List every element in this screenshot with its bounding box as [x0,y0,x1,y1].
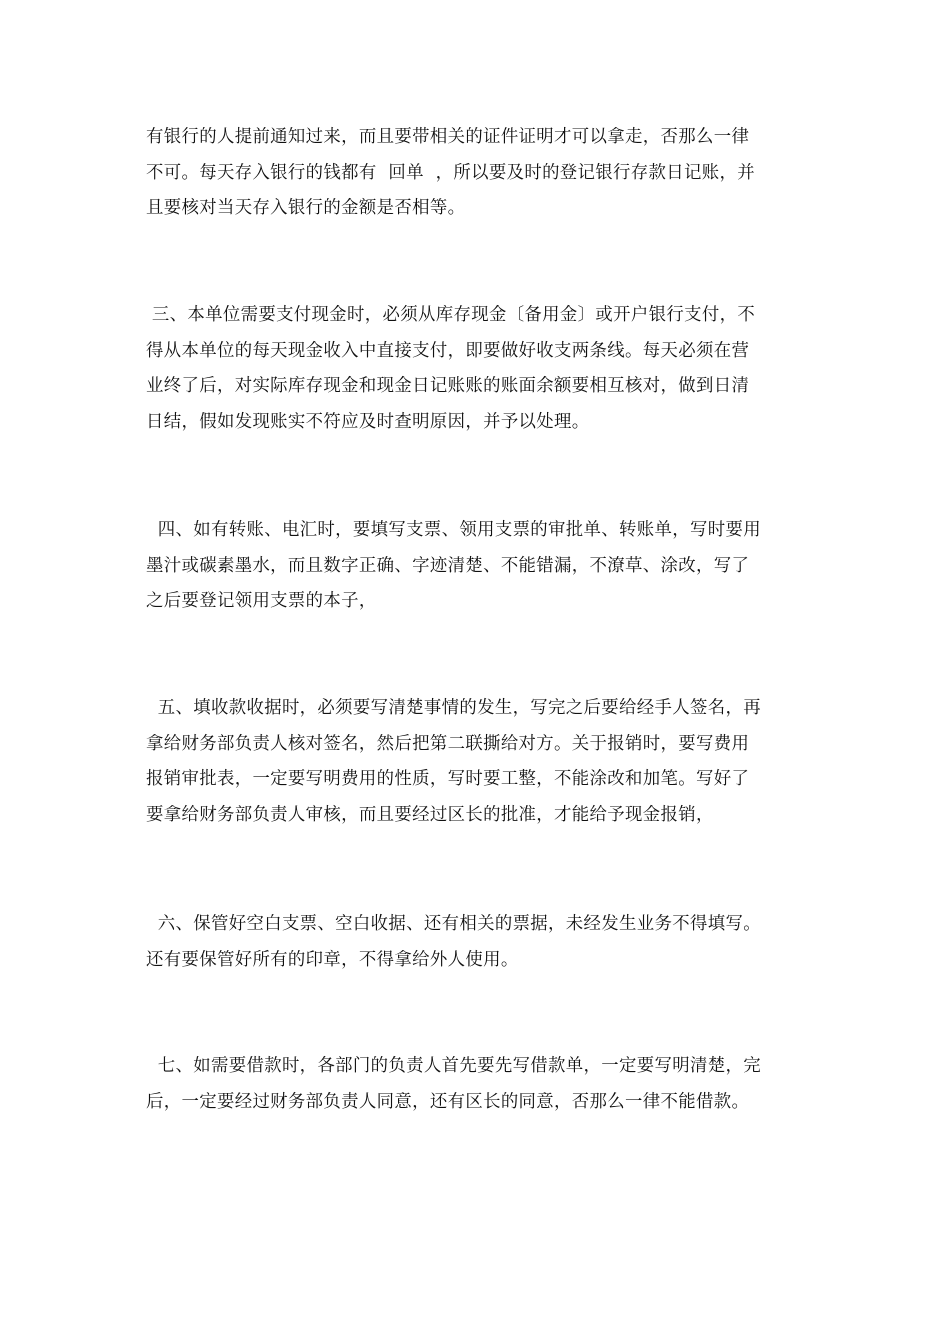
text-line: 且要核对当天存入银行的金额是否相等。 [146,198,466,219]
text-line: 要拿给财务部负责人审核，而且要经过区长的批准，才能给予现金报销， [146,804,714,825]
text-line: 五、填收款收据时，必须要写清楚事情的发生，写完之后要给经手人签名，再 [146,698,761,718]
paragraph-bank-deposit [146,120,811,227]
text-line: 还有要保管好所有的印章，不得拿给外人使用。 [146,949,519,970]
text-line: 墨汁或碳素墨水，而且数字正确、字迹清楚、不能错漏，不潦草、涂改，写了 [146,555,750,576]
text-line: 得从本单位的每天现金收入中直接支付，即要做好收支两条线。每天必须在营 [146,340,750,361]
text-line: 日结，假如发现账实不符应及时查明原因，并予以处理。 [146,411,590,432]
paragraph-section-three [146,298,811,440]
text-line: 六、保管好空白支票、空白收据、还有相关的票据，未经发生业务不得填写。 [146,914,761,934]
paragraph-section-seven [146,1049,811,1120]
paragraph-section-four [146,513,811,620]
text-line: 四、如有转账、电汇时，要填写支票、领用支票的审批单、转账单，写时要用 [146,520,761,540]
text-line: 报销审批表，一定要写明费用的性质，写时要工整，不能涂改和加笔。写好了 [146,769,750,790]
text-line: 有银行的人提前通知过来，而且要带相关的证件证明才可以拿走，否那么一律 [146,127,750,147]
text-line: 七、如需要借款时，各部门的负责人首先要先写借款单，一定要写明清楚，完 [146,1056,761,1076]
text-line: 三、本单位需要支付现金时，必须从库存现金〔备用金〕或开户银行支付，不 [146,305,756,325]
text-line: 业终了后，对实际库存现金和现金日记账账的账面余额要相互核对，做到日清 [146,376,750,397]
text-line: 不可。每天存入银行的钱都有 回单 ，所以要及时的登记银行存款日记账，并 [146,162,755,183]
paragraph-section-six [146,907,811,978]
text-line: 之后要登记领用支票的本子， [146,591,377,612]
text-line: 后，一定要经过财务部负责人同意，还有区长的同意，否那么一律不能借款。 [146,1091,750,1112]
paragraph-section-five [146,691,811,833]
text-line: 拿给财务部负责人核对签名，然后把第二联撕给对方。关于报销时，要写费用 [146,733,750,754]
